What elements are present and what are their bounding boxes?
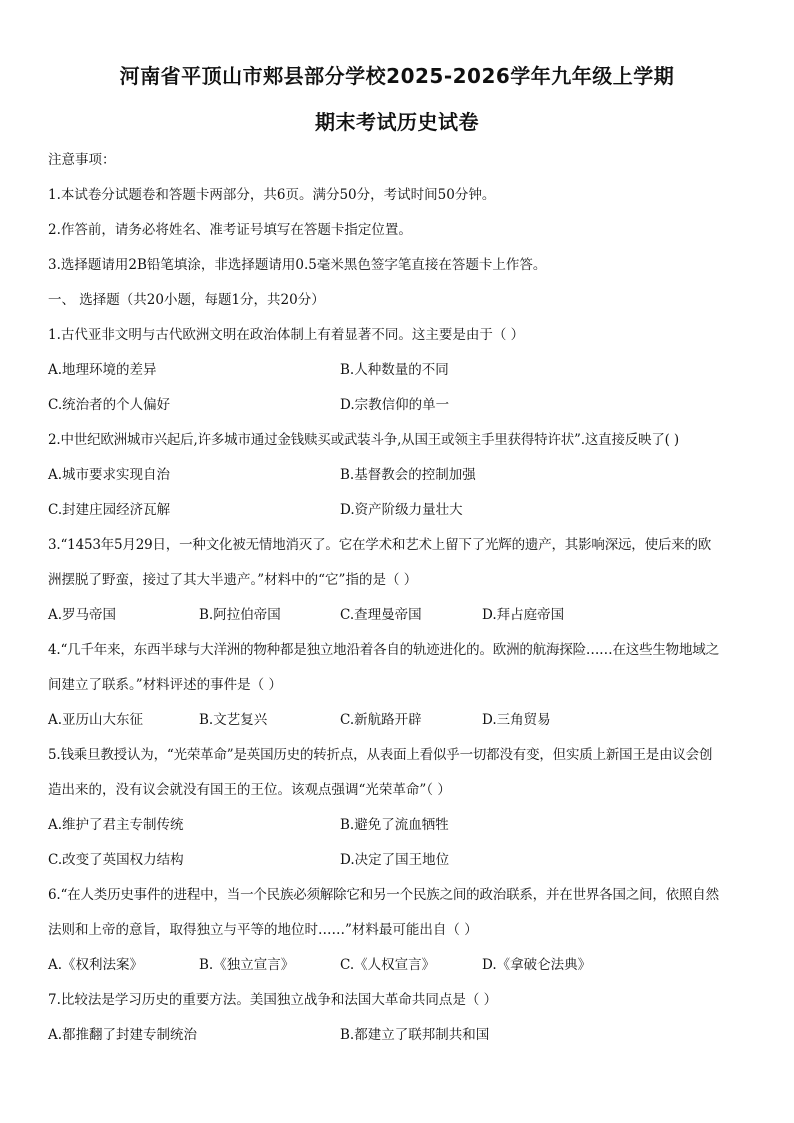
- option-a: A.《权利法案》: [48, 957, 144, 973]
- option-c: C.封建庄园经济瓦解: [48, 502, 171, 518]
- option-b: B.人种数量的不同: [340, 362, 449, 378]
- exam-title-line1: 河南省平顶山市郏县部分学校2025-2026学年九年级上学期: [119, 64, 675, 88]
- option-d: D.《拿破仑法典》: [482, 957, 592, 973]
- option-b: B.《独立宣言》: [199, 957, 295, 973]
- option-d: D.拜占庭帝国: [482, 607, 565, 623]
- question-stem: 1.古代亚非文明与古代欧洲文明在政治体制上有着显著不同。这主要是由于（ ）: [48, 327, 525, 343]
- note-item: 1.本试卷分试题卷和答题卡两部分，共6页。满分50分，考试时间50分钟。: [48, 187, 496, 203]
- option-a: A.城市要求实现自治: [48, 467, 171, 483]
- option-a: A.维护了君主专制传统: [48, 817, 184, 833]
- question-stem: 7.比较法是学习历史的重要方法。美国独立战争和法国大革命共同点是（ ）: [48, 992, 498, 1008]
- option-c: C.《人权宣言》: [340, 957, 436, 973]
- section-heading: 一、 选择题（共20小题，每题1分，共20分）: [48, 292, 325, 308]
- note-item: 2.作答前，请务必将姓名、准考证号填写在答题卡指定位置。: [48, 222, 412, 238]
- option-b: B.阿拉伯帝国: [199, 607, 281, 623]
- option-a: A.都推翻了封建专制统治: [48, 1027, 198, 1043]
- question-stem: 4.“几千年来，东西半球与大洋洲的物种都是独立地沿着各自的轨迹进化的。欧洲的航海探险……在这些生物地域之: [48, 642, 719, 658]
- option-b: B.文艺复兴: [199, 712, 268, 728]
- note-item: 3.选择题请用2B铅笔填涂，非选择题请用0.5毫米黑色签字笔直接在答题卡上作答。: [48, 257, 547, 273]
- option-b: B.都建立了联邦制共和国: [340, 1027, 490, 1043]
- question-stem: 6.“在人类历史事件的进程中，当一个民族必须解除它和另一个民族之间的政治联系，并在世界各国之间，依照自然: [48, 887, 719, 903]
- option-a: A.罗马帝国: [48, 607, 117, 623]
- question-stem: 3.“1453年5月29日，一种文化被无情地消灭了。它在学术和艺术上留下了光辉的遗产，其影响深远，使后来的欧: [48, 537, 712, 553]
- option-c: C.统治者的个人偏好: [48, 397, 171, 413]
- option-a: A.亚历山大东征: [48, 712, 144, 728]
- question-stem-cont: 造出来的，没有议会就没有国王的王位。该观点强调“光荣革命”（ ）: [48, 782, 451, 798]
- option-d: D.宗教信仰的单一: [340, 397, 450, 413]
- option-c: C.改变了英国权力结构: [48, 852, 184, 868]
- option-c: C.查理曼帝国: [340, 607, 422, 623]
- option-b: B.基督教会的控制加强: [340, 467, 476, 483]
- notes-heading: 注意事项：: [48, 152, 116, 168]
- question-stem-cont: 间建立了联系。”材料评述的事件是（ ）: [48, 677, 282, 693]
- option-d: D.三角贸易: [482, 712, 551, 728]
- option-a: A.地理环境的差异: [48, 362, 157, 378]
- question-stem-cont: 法则和上帝的意旨，取得独立与平等的地位时……”材料最可能出自（ ）: [48, 922, 478, 938]
- exam-title-line2: 期末考试历史试卷: [315, 110, 479, 134]
- option-d: D.决定了国王地位: [340, 852, 450, 868]
- option-b: B.避免了流血牺牲: [340, 817, 449, 833]
- option-c: C.新航路开辟: [340, 712, 422, 728]
- question-stem: 5.钱乘旦教授认为，“光荣革命”是英国历史的转折点，从表面上看似乎一切都没有变，但实质上新国王是由议会创: [48, 747, 713, 763]
- question-stem: 2.中世纪欧洲城市兴起后,许多城市通过金钱赎买或武装斗争,从国王或领主手里获得特许状”.这直接反映了( ): [48, 432, 679, 448]
- option-d: D.资产阶级力量壮大: [340, 502, 463, 518]
- question-stem-cont: 洲摆脱了野蛮，接过了其大半遗产。”材料中的“它”指的是（ ）: [48, 572, 418, 588]
